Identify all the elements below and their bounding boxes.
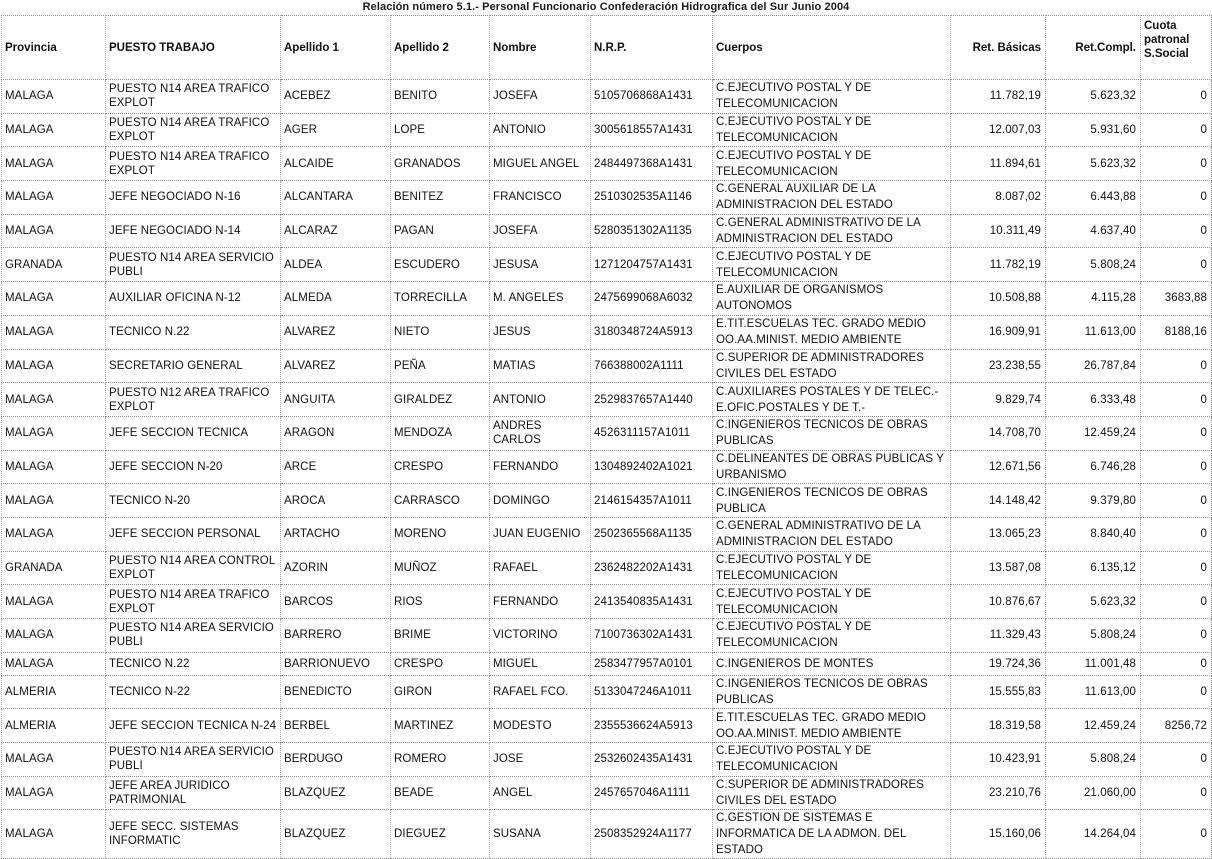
cell-apellido-2: BENITEZ (391, 181, 490, 215)
cell-ret-compl: 12.459,24 (1046, 416, 1141, 450)
cell-ret-compl: 5.808,24 (1046, 743, 1141, 777)
cell-cuota-patronal: 8256,72 (1141, 709, 1212, 743)
cell-nombre: ANGEL (490, 776, 591, 810)
header-nombre: Nombre (490, 16, 591, 80)
table-body (2, 80, 1212, 859)
cell-apellido-2: CARRASCO (391, 484, 490, 518)
cell-ret-basicas: 11.782,19 (951, 248, 1046, 282)
cell-puesto-trabajo: JEFE SECCION PERSONAL (106, 517, 281, 551)
cell-apellido-1: BENEDICTO (281, 675, 391, 709)
cell-apellido-1: ALVAREZ (281, 315, 391, 349)
cell-apellido-1: ARTACHO (281, 517, 391, 551)
cell-ret-basicas: 14.148,42 (951, 484, 1046, 518)
cell-apellido-2: RIOS (391, 585, 490, 619)
cell-provincia: MALAGA (2, 743, 106, 777)
cell-apellido-1: ALCANTARA (281, 181, 391, 215)
cell-puesto-trabajo: SECRETARIO GENERAL (106, 349, 281, 383)
cell-nrp: 2146154357A1011 (591, 484, 713, 518)
cell-nombre: FRANCISCO (490, 181, 591, 215)
cell-ret-basicas: 13.587,08 (951, 551, 1046, 585)
cell-cuota-patronal: 0 (1141, 416, 1212, 450)
cell-apellido-2: MUÑOZ (391, 551, 490, 585)
cell-nrp: 2532602435A1431 (591, 743, 713, 777)
cell-apellido-2: PAGAN (391, 214, 490, 248)
cell-nombre: ANTONIO (490, 383, 591, 417)
cell-apellido-1: ARCE (281, 450, 391, 484)
cell-nrp: 4526311157A1011 (591, 416, 713, 450)
cell-apellido-2: LOPE (391, 113, 490, 147)
cell-cuota-patronal: 0 (1141, 181, 1212, 215)
table-row (2, 810, 1212, 859)
cell-apellido-1: BARRIONUEVO (281, 652, 391, 675)
cell-ret-basicas: 10.423,91 (951, 743, 1046, 777)
cell-apellido-1: ALMEDA (281, 282, 391, 316)
cell-provincia: MALAGA (2, 113, 106, 147)
cell-ret-basicas: 10.311,49 (951, 214, 1046, 248)
cell-ret-compl: 4.115,28 (1046, 282, 1141, 316)
table-row (2, 619, 1212, 653)
cell-nrp: 1304892402A1021 (591, 450, 713, 484)
cell-apellido-1: ALCAIDE (281, 147, 391, 181)
cell-cuota-patronal: 0 (1141, 484, 1212, 518)
cell-ret-basicas: 10.876,67 (951, 585, 1046, 619)
cell-cuota-patronal: 0 (1141, 113, 1212, 147)
cell-cuerpos: C.EJECUTIVO POSTAL Y DE TELECOMUNICACION (713, 80, 951, 114)
cell-cuerpos: C.GENERAL AUXILIAR DE LA ADMINISTRACION DEL ESTADO (713, 181, 951, 215)
cell-apellido-2: NIETO (391, 315, 490, 349)
table-row (2, 743, 1212, 777)
cell-cuota-patronal: 0 (1141, 517, 1212, 551)
cell-puesto-trabajo: PUESTO N14 AREA SERVICIO PUBLI (106, 619, 281, 653)
cell-nrp: 2510302535A1146 (591, 181, 713, 215)
cell-cuerpos: E.AUXILIAR DE ORGANISMOS AUTONOMOS (713, 282, 951, 316)
cell-apellido-2: BEADE (391, 776, 490, 810)
table-row (2, 652, 1212, 675)
cell-apellido-1: ALDEA (281, 248, 391, 282)
table-row (2, 248, 1212, 282)
table-row (2, 585, 1212, 619)
cell-ret-compl: 5.808,24 (1046, 248, 1141, 282)
cell-cuota-patronal: 0 (1141, 349, 1212, 383)
header-cuota-line-2: patronal (1144, 34, 1190, 46)
header-cuota-line-3: S.Social (1144, 48, 1189, 60)
cell-nombre: JUAN EUGENIO (490, 517, 591, 551)
cell-nrp: 2355536624A5913 (591, 709, 713, 743)
header-cuota-patronal (1141, 16, 1212, 80)
cell-provincia: MALAGA (2, 181, 106, 215)
header-apellido-1: Apellido 1 (281, 16, 391, 80)
cell-ret-basicas: 18.319,58 (951, 709, 1046, 743)
cell-puesto-trabajo: PUESTO N14 AREA TRAFICO EXPLOT (106, 80, 281, 114)
cell-nombre: M. ANGELES (490, 282, 591, 316)
table-row (2, 113, 1212, 147)
cell-apellido-2: TORRECILLA (391, 282, 490, 316)
cell-puesto-trabajo: PUESTO N12 AREA TRAFICO EXPLOT (106, 383, 281, 417)
cell-cuota-patronal: 0 (1141, 383, 1212, 417)
table-row (2, 416, 1212, 450)
cell-cuerpos: C.EJECUTIVO POSTAL Y DE TELECOMUNICACION (713, 551, 951, 585)
header-ret-basicas: Ret. Básicas (951, 16, 1046, 80)
cell-apellido-1: ALCARAZ (281, 214, 391, 248)
cell-nombre: FERNANDO (490, 585, 591, 619)
cell-provincia: MALAGA (2, 652, 106, 675)
cell-ret-basicas: 11.329,43 (951, 619, 1046, 653)
cell-nombre: JESUSA (490, 248, 591, 282)
cell-apellido-1: AROCA (281, 484, 391, 518)
cell-apellido-1: BARRERO (281, 619, 391, 653)
cell-puesto-trabajo: PUESTO N14 AREA TRAFICO EXPLOT (106, 147, 281, 181)
header-cuerpos: Cuerpos (713, 16, 951, 80)
cell-cuerpos: C.EJECUTIVO POSTAL Y DE TELECOMUNICACION (713, 147, 951, 181)
cell-puesto-trabajo: JEFE AREA JURIDICO PATRIMONIAL (106, 776, 281, 810)
cell-ret-basicas: 11.894,61 (951, 147, 1046, 181)
cell-nombre: FERNANDO (490, 450, 591, 484)
cell-provincia: MALAGA (2, 450, 106, 484)
cell-cuota-patronal: 0 (1141, 743, 1212, 777)
table-row (2, 776, 1212, 810)
cell-nombre: JESUS (490, 315, 591, 349)
cell-cuerpos: C.EJECUTIVO POSTAL Y DE TELECOMUNICACION (713, 619, 951, 653)
cell-cuerpos: C.SUPERIOR DE ADMINISTRADORES CIVILES DEL ESTADO (713, 776, 951, 810)
cell-provincia: GRANADA (2, 551, 106, 585)
cell-puesto-trabajo: JEFE NEGOCIADO N-16 (106, 181, 281, 215)
cell-ret-basicas: 11.782,19 (951, 80, 1046, 114)
cell-puesto-trabajo: JEFE SECCION TECNICA (106, 416, 281, 450)
cell-puesto-trabajo: JEFE SECCION N-20 (106, 450, 281, 484)
table-row (2, 484, 1212, 518)
cell-ret-basicas: 15.555,83 (951, 675, 1046, 709)
cell-provincia: MALAGA (2, 416, 106, 450)
table-row (2, 214, 1212, 248)
cell-puesto-trabajo: PUESTO N14 AREA TRAFICO EXPLOT (106, 585, 281, 619)
cell-cuerpos: C.EJECUTIVO POSTAL Y DE TELECOMUNICACION (713, 113, 951, 147)
cell-nrp: 5280351302A1135 (591, 214, 713, 248)
cell-ret-compl: 11.613,00 (1046, 315, 1141, 349)
cell-ret-basicas: 19.724,36 (951, 652, 1046, 675)
header-provincia: Provincia (2, 16, 106, 80)
cell-puesto-trabajo: AUXILIAR OFICINA N-12 (106, 282, 281, 316)
cell-cuerpos: C.EJECUTIVO POSTAL Y DE TELECOMUNICACION (713, 585, 951, 619)
cell-puesto-trabajo: PUESTO N14 AREA TRAFICO EXPLOT (106, 113, 281, 147)
cell-nrp: 7100736302A1431 (591, 619, 713, 653)
cell-nombre: MATIAS (490, 349, 591, 383)
personnel-table (1, 15, 1212, 859)
cell-cuota-patronal: 0 (1141, 248, 1212, 282)
cell-cuota-patronal: 0 (1141, 619, 1212, 653)
cell-nombre: JOSEFA (490, 214, 591, 248)
cell-cuota-patronal: 0 (1141, 80, 1212, 114)
cell-provincia: MALAGA (2, 349, 106, 383)
cell-ret-compl: 11.001,48 (1046, 652, 1141, 675)
header-row (2, 16, 1212, 80)
cell-nrp: 1271204757A1431 (591, 248, 713, 282)
cell-apellido-1: ACEBEZ (281, 80, 391, 114)
cell-puesto-trabajo: PUESTO N14 AREA CONTROL EXPLOT (106, 551, 281, 585)
cell-apellido-2: MARTINEZ (391, 709, 490, 743)
cell-apellido-2: GRANADOS (391, 147, 490, 181)
cell-puesto-trabajo: TECNICO N-22 (106, 675, 281, 709)
cell-nrp: 3180348724A5913 (591, 315, 713, 349)
cell-apellido-2: GIRON (391, 675, 490, 709)
cell-cuerpos: C.EJECUTIVO POSTAL Y DE TELECOMUNICACION (713, 743, 951, 777)
table-row (2, 709, 1212, 743)
cell-ret-compl: 5.808,24 (1046, 619, 1141, 653)
table-row (2, 517, 1212, 551)
cell-ret-compl: 21.060,00 (1046, 776, 1141, 810)
cell-provincia: MALAGA (2, 383, 106, 417)
cell-apellido-1: BLAZQUEZ (281, 810, 391, 859)
cell-apellido-2: CRESPO (391, 450, 490, 484)
cell-provincia: MALAGA (2, 80, 106, 114)
cell-ret-compl: 5.623,32 (1046, 147, 1141, 181)
cell-cuerpos: C.INGENIEROS TECNICOS DE OBRAS PUBLICAS (713, 675, 951, 709)
cell-nrp: 5133047246A1011 (591, 675, 713, 709)
cell-cuota-patronal: 0 (1141, 652, 1212, 675)
cell-ret-basicas: 23.210,76 (951, 776, 1046, 810)
cell-puesto-trabajo: JEFE SECC. SISTEMAS INFORMATIC (106, 810, 281, 859)
cell-apellido-1: BERDUGO (281, 743, 391, 777)
cell-ret-compl: 6.135,12 (1046, 551, 1141, 585)
header-puesto-trabajo: PUESTO TRABAJO (106, 16, 281, 80)
cell-cuota-patronal: 0 (1141, 810, 1212, 859)
cell-nombre: ANTONIO (490, 113, 591, 147)
cell-apellido-2: GIRALDEZ (391, 383, 490, 417)
cell-nombre: RAFAEL FCO. (490, 675, 591, 709)
cell-ret-compl: 11.613,00 (1046, 675, 1141, 709)
cell-cuota-patronal: 0 (1141, 147, 1212, 181)
cell-ret-basicas: 8.087,02 (951, 181, 1046, 215)
cell-ret-compl: 5.931,60 (1046, 113, 1141, 147)
cell-ret-compl: 9.379,80 (1046, 484, 1141, 518)
cell-nombre: MIGUEL (490, 652, 591, 675)
cell-nrp: 2475699068A6032 (591, 282, 713, 316)
cell-provincia: MALAGA (2, 517, 106, 551)
cell-nrp: 3005618557A1431 (591, 113, 713, 147)
cell-nombre: ANDRES CARLOS (490, 416, 591, 450)
cell-cuota-patronal: 0 (1141, 214, 1212, 248)
cell-provincia: MALAGA (2, 619, 106, 653)
cell-nombre: JOSE (490, 743, 591, 777)
cell-apellido-2: DIEGUEZ (391, 810, 490, 859)
cell-provincia: MALAGA (2, 484, 106, 518)
cell-nrp: 2583477957A0101 (591, 652, 713, 675)
cell-apellido-1: AZORIN (281, 551, 391, 585)
cell-ret-basicas: 10.508,88 (951, 282, 1046, 316)
header-nrp: N.R.P. (591, 16, 713, 80)
cell-puesto-trabajo: PUESTO N14 AREA SERVICIO PUBLI (106, 743, 281, 777)
cell-ret-basicas: 9.829,74 (951, 383, 1046, 417)
cell-cuerpos: C.GENERAL ADMINISTRATIVO DE LA ADMINISTRACION DEL ESTADO (713, 214, 951, 248)
cell-ret-compl: 12.459,24 (1046, 709, 1141, 743)
cell-ret-compl: 8.840,40 (1046, 517, 1141, 551)
cell-cuerpos: E.TIT.ESCUELAS TEC. GRADO MEDIO OO.AA.MINIST. MEDIO AMBIENTE (713, 315, 951, 349)
cell-ret-compl: 6.443,88 (1046, 181, 1141, 215)
cell-nrp: 766388002A1111 (591, 349, 713, 383)
cell-provincia: MALAGA (2, 282, 106, 316)
cell-ret-basicas: 13.065,23 (951, 517, 1046, 551)
cell-ret-compl: 5.623,32 (1046, 585, 1141, 619)
cell-cuerpos: C.SUPERIOR DE ADMINISTRADORES CIVILES DEL ESTADO (713, 349, 951, 383)
cell-cuota-patronal: 0 (1141, 450, 1212, 484)
cell-puesto-trabajo: TECNICO N-20 (106, 484, 281, 518)
cell-provincia: GRANADA (2, 248, 106, 282)
cell-apellido-2: ROMERO (391, 743, 490, 777)
cell-apellido-2: ESCUDERO (391, 248, 490, 282)
cell-cuerpos: C.INGENIEROS TECNICOS DE OBRAS PUBLICAS (713, 416, 951, 450)
cell-nrp: 2457657046A1111 (591, 776, 713, 810)
cell-apellido-2: MENDOZA (391, 416, 490, 450)
cell-nrp: 5105706868A1431 (591, 80, 713, 114)
cell-puesto-trabajo: JEFE SECCION TECNICA N-24 (106, 709, 281, 743)
cell-apellido-1: BERBEL (281, 709, 391, 743)
cell-cuota-patronal: 3683,88 (1141, 282, 1212, 316)
cell-puesto-trabajo: TECNICO N.22 (106, 652, 281, 675)
cell-cuerpos: C.GENERAL ADMINISTRATIVO DE LA ADMINISTRACION DEL ESTADO (713, 517, 951, 551)
cell-provincia: MALAGA (2, 776, 106, 810)
cell-cuerpos: C.DELINEANTES DE OBRAS PUBLICAS Y URBANISMO (713, 450, 951, 484)
cell-ret-compl: 4.637,40 (1046, 214, 1141, 248)
cell-nrp: 2502365568A1135 (591, 517, 713, 551)
cell-provincia: MALAGA (2, 810, 106, 859)
cell-provincia: MALAGA (2, 147, 106, 181)
cell-ret-compl: 14.264,04 (1046, 810, 1141, 859)
cell-ret-basicas: 16.909,91 (951, 315, 1046, 349)
cell-cuota-patronal: 8188,16 (1141, 315, 1212, 349)
cell-cuota-patronal: 0 (1141, 551, 1212, 585)
header-cuota-line-1: Cuota (1144, 20, 1177, 32)
cell-apellido-2: MORENO (391, 517, 490, 551)
cell-apellido-1: BLAZQUEZ (281, 776, 391, 810)
cell-nrp: 2508352924A1177 (591, 810, 713, 859)
cell-provincia: MALAGA (2, 585, 106, 619)
cell-ret-compl: 6.746,28 (1046, 450, 1141, 484)
cell-nombre: SUSANA (490, 810, 591, 859)
table-row (2, 450, 1212, 484)
cell-apellido-2: PEÑA (391, 349, 490, 383)
cell-cuerpos: C.GESTION DE SISTEMAS E INFORMATICA DE LA ADMON. DEL ESTADO (713, 810, 951, 859)
cell-apellido-1: ANGUITA (281, 383, 391, 417)
table-row (2, 675, 1212, 709)
cell-ret-compl: 26.787,84 (1046, 349, 1141, 383)
cell-nrp: 2484497368A1431 (591, 147, 713, 181)
cell-apellido-1: AGER (281, 113, 391, 147)
cell-cuota-patronal: 0 (1141, 585, 1212, 619)
cell-cuota-patronal: 0 (1141, 675, 1212, 709)
cell-nombre: MIGUEL ANGEL (490, 147, 591, 181)
cell-nrp: 2529837657A1440 (591, 383, 713, 417)
cell-ret-basicas: 12.007,03 (951, 113, 1046, 147)
cell-cuerpos: C.INGENIEROS DE MONTES (713, 652, 951, 675)
table-row (2, 383, 1212, 417)
cell-cuota-patronal: 0 (1141, 776, 1212, 810)
cell-nombre: JOSEFA (490, 80, 591, 114)
header-ret-compl: Ret.Compl. (1046, 16, 1141, 80)
table-row (2, 349, 1212, 383)
cell-cuerpos: C.INGENIEROS TECNICOS DE OBRAS PUBLICA (713, 484, 951, 518)
cell-puesto-trabajo: JEFE NEGOCIADO N-14 (106, 214, 281, 248)
cell-puesto-trabajo: PUESTO N14 AREA SERVICIO PUBLI (106, 248, 281, 282)
cell-nombre: DOMINGO (490, 484, 591, 518)
cell-ret-compl: 6.333,48 (1046, 383, 1141, 417)
cell-apellido-1: BARCOS (281, 585, 391, 619)
cell-nrp: 2362482202A1431 (591, 551, 713, 585)
table-row (2, 315, 1212, 349)
cell-apellido-1: ALVAREZ (281, 349, 391, 383)
cell-provincia: ALMERIA (2, 709, 106, 743)
cell-cuerpos: C.AUXILIARES POSTALES Y DE TELEC.-E.OFIC.POSTALES Y DE T.- (713, 383, 951, 417)
table-row (2, 147, 1212, 181)
cell-cuerpos: C.EJECUTIVO POSTAL Y DE TELECOMUNICACION (713, 248, 951, 282)
table-row (2, 551, 1212, 585)
page-title: Relación número 5.1.- Personal Funcionario Confederación Hidrografica del Sur Junio 2004 (362, 1, 850, 13)
cell-nombre: RAFAEL (490, 551, 591, 585)
cell-ret-basicas: 14.708,70 (951, 416, 1046, 450)
cell-nombre: VICTORINO (490, 619, 591, 653)
cell-ret-compl: 5.623,32 (1046, 80, 1141, 114)
cell-puesto-trabajo: TECNICO N.22 (106, 315, 281, 349)
cell-provincia: MALAGA (2, 214, 106, 248)
header-apellido-2: Apellido 2 (391, 16, 490, 80)
cell-nombre: MODESTO (490, 709, 591, 743)
cell-cuerpos: E.TIT.ESCUELAS TEC. GRADO MEDIO OO.AA.MINIST. MEDIO AMBIENTE (713, 709, 951, 743)
cell-provincia: MALAGA (2, 315, 106, 349)
cell-apellido-2: BENITO (391, 80, 490, 114)
cell-apellido-1: ARAGON (281, 416, 391, 450)
cell-nrp: 2413540835A1431 (591, 585, 713, 619)
table-row (2, 282, 1212, 316)
table-row (2, 80, 1212, 114)
cell-provincia: ALMERIA (2, 675, 106, 709)
cell-apellido-2: CRESPO (391, 652, 490, 675)
cell-ret-basicas: 23.238,55 (951, 349, 1046, 383)
cell-ret-basicas: 15.160,06 (951, 810, 1046, 859)
table-row (2, 181, 1212, 215)
cell-ret-basicas: 12.671,56 (951, 450, 1046, 484)
cell-apellido-2: BRIME (391, 619, 490, 653)
